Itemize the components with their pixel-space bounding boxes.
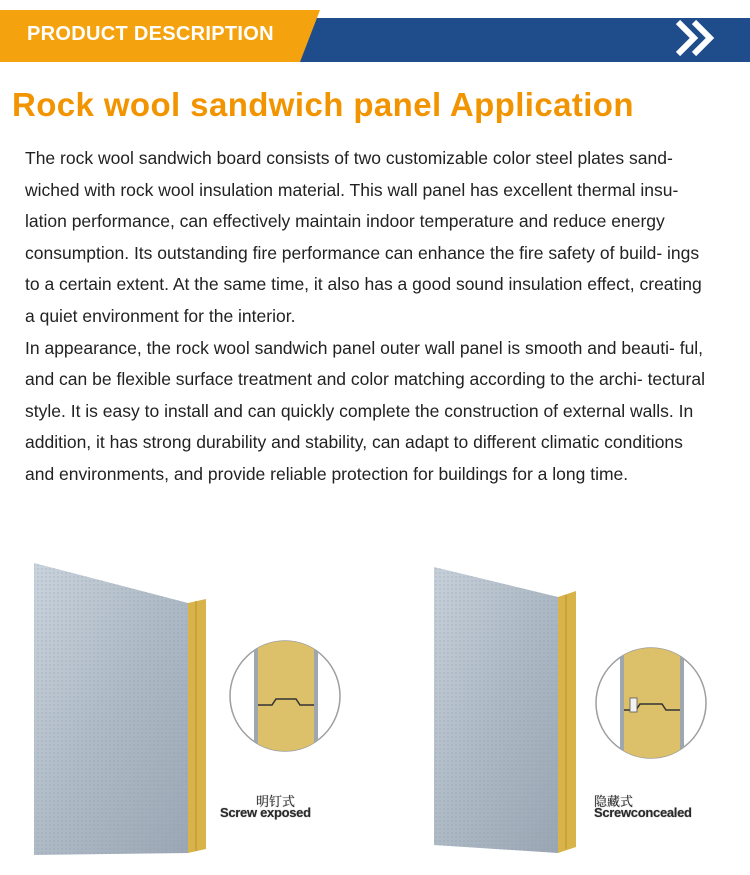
caption-en: Screwconcealed — [594, 805, 692, 820]
caption-cn: 明钉式 — [256, 794, 296, 809]
caption-cn: 隐藏式 — [594, 794, 634, 809]
double-chevron-right-icon — [670, 16, 730, 60]
paragraph-2: In appearance, the rock wool sandwich panel outer wall panel is smooth and beauti- ful, and can be flexible surface treatment and color matching according to the archi- tectural style. It is easy to install and can quickly complete the construction of external walls. In addition, it has strong durability and stability, can adapt to different climatic conditions and environments, and provide reliable protection for buildings for a long time. — [25, 337, 705, 484]
paragraph-1: The rock wool sandwich board consists of two customizable color steel plates sand- wiched with rock wool insulation material. This wall panel has excellent thermal insu- lation performance, can effectively maintain indoor temperature and reduce energy consumption. Its outstanding fire performance can enhance the fire safety of build- ings to a certain extent. At the same time, it also has a good sound insulation effect, creating a quiet environment for the interior. — [25, 148, 702, 326]
caption-en: Screw exposed — [220, 805, 311, 820]
description — [25, 143, 715, 491]
panel-figure-screw-exposed — [20, 555, 360, 855]
header-banner — [0, 10, 750, 62]
panel-figure-screw-concealed — [398, 555, 738, 855]
section-heading: Rock wool sandwich panel Application — [12, 86, 634, 123]
banner-title: PRODUCT DESCRIPTION — [27, 23, 274, 45]
